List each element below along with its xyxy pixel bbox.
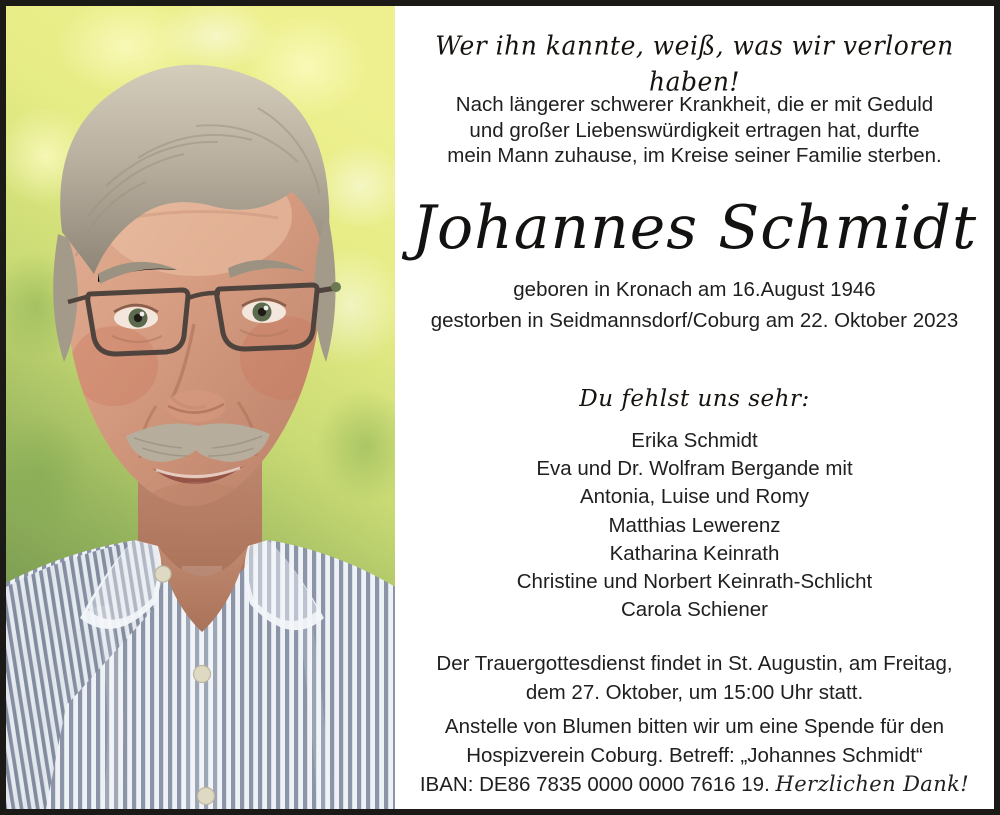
headline: Wer ihn kannte, weiß, was wir verloren haben!: [435, 30, 954, 97]
list-item: Christine und Norbert Keinrath-Schlicht: [516, 570, 873, 594]
service-line-1: Der Trauergottesdienst findet in St. Augustin, am Freitag,: [436, 652, 953, 675]
intro-paragraph: [425, 92, 964, 169]
list-item: Eva und Dr. Wolfram Bergande mit: [536, 457, 853, 481]
list-item: Antonia, Luise und Romy: [579, 485, 810, 509]
list-item: Carola Schiener: [621, 598, 768, 622]
birth-death-dates: [405, 274, 984, 336]
thanks-note: Herzlichen Dank!: [775, 772, 970, 796]
survivors-list: [405, 427, 984, 624]
service-line-2: dem 27. Oktober, um 15:00 Uhr statt.: [525, 680, 864, 704]
notice-text-panel: [395, 6, 994, 809]
list-item: Matthias Lewerenz: [608, 513, 781, 537]
intro-line-1: Nach längerer schwerer Krankheit, die er mit Geduld: [455, 93, 934, 116]
list-item: Erika Schmidt: [631, 429, 758, 452]
deceased-name: Johannes Schmidt: [411, 193, 978, 263]
list-item: Katharina Keinrath: [609, 541, 780, 565]
service-details: [405, 650, 984, 707]
donation-line-2: Hospizverein Coburg. Betreff: „Johannes Schmidt“: [466, 743, 923, 767]
portrait-illustration: [6, 6, 395, 809]
birth-line: geboren in Kronach am 16.August 1946: [513, 278, 876, 301]
intro-line-3: mein Mann zuhause, im Kreise seiner Familie sterben.: [447, 144, 942, 167]
donation-line-1: Anstelle von Blumen bitten wir um eine Spende für den: [444, 715, 945, 738]
death-line: gestorben in Seidmannsdorf/Coburg am 22. Oktober 2023: [430, 309, 959, 332]
portrait-photo: [6, 6, 395, 809]
shirt-button: [198, 788, 215, 805]
iban-number: IBAN: DE86 7835 0000 0000 7616 19.: [419, 773, 770, 796]
missing-line: Du fehlst uns sehr:: [579, 386, 810, 412]
iban-line: [405, 771, 984, 798]
intro-line-2: und großer Liebenswürdigkeit ertragen hat, durfte: [469, 118, 920, 142]
shirt-button: [194, 666, 211, 683]
shirt-button: [155, 566, 171, 582]
donation-request: [405, 713, 984, 770]
